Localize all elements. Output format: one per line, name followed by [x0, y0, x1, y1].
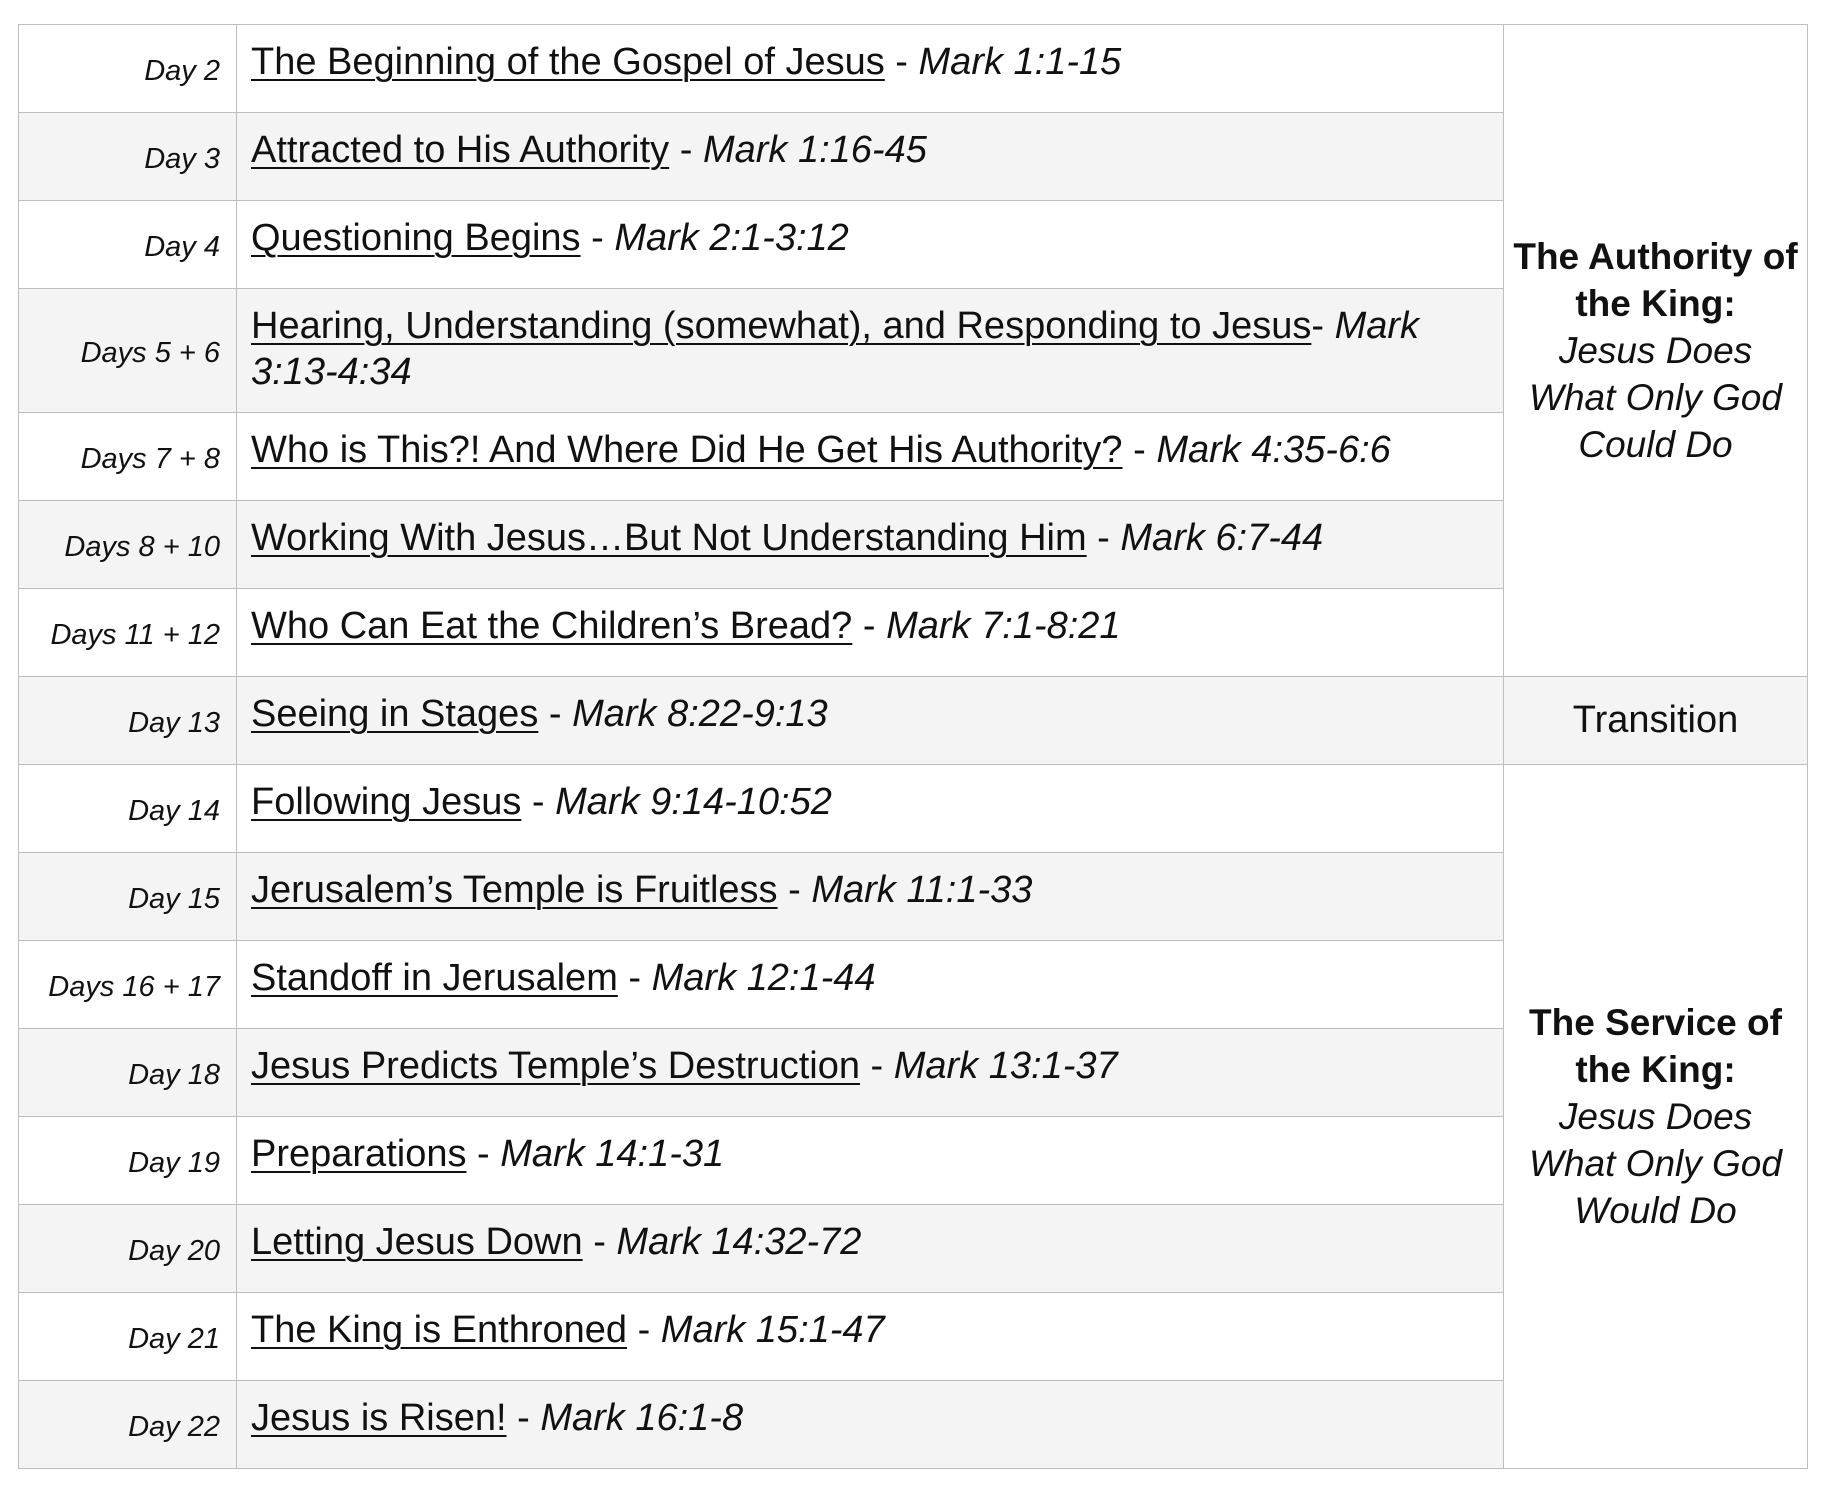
scripture-reference: Mark 12:1-44	[651, 957, 876, 999]
reading-cell	[237, 941, 1504, 1029]
scripture-reference: Mark 11:1-33	[811, 869, 1033, 911]
day-label: Day 22	[19, 1381, 237, 1469]
theme-heading: The Authority of the King:	[1513, 236, 1798, 324]
scripture-reference: Mark 3:13-4:34	[251, 305, 1420, 393]
reading-cell	[237, 1205, 1504, 1293]
theme-service	[1504, 765, 1808, 1469]
table-row	[19, 25, 1808, 113]
separator: -	[1311, 305, 1335, 347]
reading-cell	[237, 113, 1504, 201]
reading-cell	[237, 201, 1504, 289]
scripture-reference: Mark 14:1-31	[500, 1133, 725, 1175]
separator: -	[627, 1309, 661, 1351]
day-label: Days 8 + 10	[19, 501, 237, 589]
reading-link[interactable]: Letting Jesus Down	[251, 1221, 583, 1263]
scripture-reference: Mark 8:22-9:13	[572, 693, 828, 735]
reading-link[interactable]: Hearing, Understanding (somewhat), and Responding to Jesus	[251, 305, 1312, 347]
scripture-reference: Mark 7:1-8:21	[886, 605, 1121, 647]
day-label: Day 14	[19, 765, 237, 853]
separator: -	[1122, 429, 1157, 471]
day-label: Day 19	[19, 1117, 237, 1205]
reading-link[interactable]: The Beginning of the Gospel of Jesus	[251, 41, 885, 83]
reading-cell	[237, 1029, 1504, 1117]
separator: -	[669, 129, 703, 171]
separator: -	[884, 41, 919, 83]
reading-link[interactable]: Seeing in Stages	[251, 693, 539, 735]
separator: -	[1086, 517, 1121, 559]
day-label: Day 21	[19, 1293, 237, 1381]
reading-cell	[237, 413, 1504, 501]
day-label: Day 3	[19, 113, 237, 201]
table-row	[19, 677, 1808, 765]
day-label: Days 7 + 8	[19, 413, 237, 501]
separator: -	[521, 781, 556, 823]
theme-transition: Transition	[1504, 677, 1808, 765]
reading-link[interactable]: Working With Jesus…But Not Understanding Him	[251, 517, 1087, 559]
separator: -	[617, 957, 652, 999]
reading-cell	[237, 765, 1504, 853]
reading-link[interactable]: Questioning Begins	[251, 217, 581, 259]
reading-link[interactable]: Standoff in Jerusalem	[251, 957, 618, 999]
reading-cell	[237, 1381, 1504, 1469]
reading-cell	[237, 853, 1504, 941]
reading-cell	[237, 589, 1504, 677]
reading-link[interactable]: The King is Enthroned	[251, 1309, 628, 1351]
separator: -	[852, 605, 887, 647]
reading-link[interactable]: Jesus Predicts Temple’s Destruction	[251, 1045, 860, 1087]
day-label: Days 16 + 17	[19, 941, 237, 1029]
scripture-reference: Mark 16:1-8	[540, 1397, 744, 1439]
table-row	[19, 765, 1808, 853]
scripture-reference: Mark 14:32-72	[616, 1221, 862, 1263]
scripture-reference: Mark 9:14-10:52	[555, 781, 832, 823]
day-label: Day 13	[19, 677, 237, 765]
day-label: Day 4	[19, 201, 237, 289]
reading-link[interactable]: Following Jesus	[251, 781, 522, 823]
reading-cell	[237, 677, 1504, 765]
theme-authority	[1504, 25, 1808, 677]
reading-cell	[237, 1293, 1504, 1381]
reading-link[interactable]: Jesus is Risen!	[251, 1397, 507, 1439]
reading-cell	[237, 1117, 1504, 1205]
scripture-reference: Mark 4:35-6:6	[1156, 429, 1391, 471]
theme-subtitle: Jesus Does What Only God Could Do	[1529, 330, 1782, 465]
day-label: Day 2	[19, 25, 237, 113]
reading-link[interactable]: Attracted to His Authority	[251, 129, 670, 171]
reading-cell	[237, 501, 1504, 589]
separator: -	[580, 217, 615, 259]
day-label: Days 5 + 6	[19, 289, 237, 413]
reading-cell	[237, 25, 1504, 113]
separator: -	[859, 1045, 894, 1087]
separator: -	[777, 869, 812, 911]
scripture-reference: Mark 1:1-15	[918, 41, 1122, 83]
reading-cell	[237, 289, 1504, 413]
scripture-reference: Mark 13:1-37	[893, 1045, 1118, 1087]
day-label: Day 20	[19, 1205, 237, 1293]
reading-link[interactable]: Jerusalem’s Temple is Fruitless	[251, 869, 778, 911]
scripture-reference: Mark 6:7-44	[1120, 517, 1324, 559]
separator: -	[466, 1133, 501, 1175]
separator: -	[506, 1397, 541, 1439]
theme-heading: The Service of the King:	[1529, 1002, 1782, 1090]
theme-subtitle: Jesus Does What Only God Would Do	[1529, 1096, 1782, 1231]
reading-link[interactable]: Who Can Eat the Children’s Bread?	[251, 605, 853, 647]
reading-link[interactable]: Preparations	[251, 1133, 467, 1175]
day-label: Days 11 + 12	[19, 589, 237, 677]
separator: -	[582, 1221, 617, 1263]
scripture-reference: Mark 1:16-45	[702, 129, 927, 171]
scripture-reference: Mark 15:1-47	[660, 1309, 885, 1351]
day-label: Day 15	[19, 853, 237, 941]
reading-plan-table	[18, 24, 1808, 1469]
reading-link[interactable]: Who is This?! And Where Did He Get His Authority?	[251, 429, 1123, 471]
separator: -	[538, 693, 573, 735]
scripture-reference: Mark 2:1-3:12	[614, 217, 849, 259]
day-label: Day 18	[19, 1029, 237, 1117]
